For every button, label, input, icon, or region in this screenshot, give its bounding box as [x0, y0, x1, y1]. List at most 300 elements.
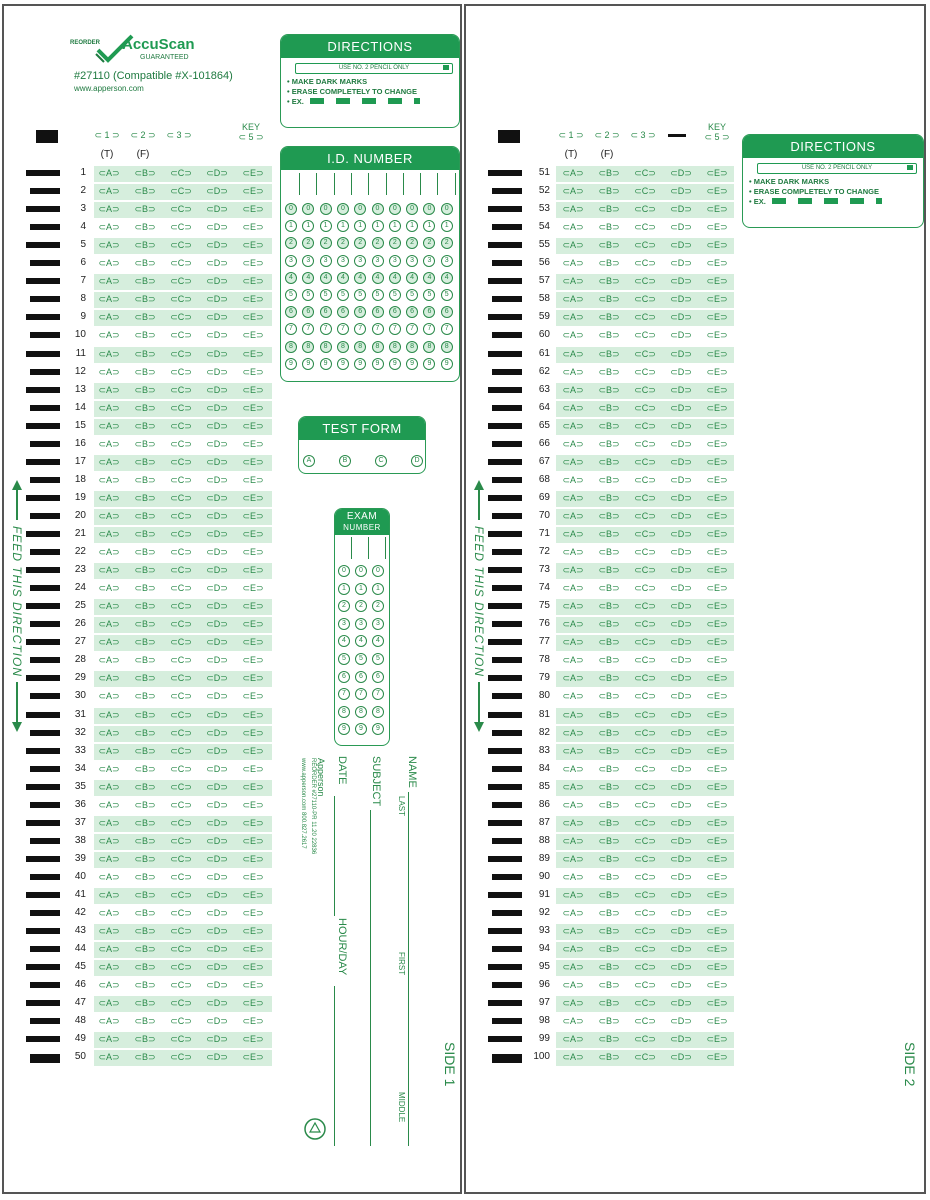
answer-bubble-b[interactable]: ⊂B⊃: [134, 926, 156, 937]
answer-bubble-e[interactable]: ⊂E⊃: [706, 168, 728, 178]
answer-bubble-d[interactable]: ⊂D⊃: [206, 781, 228, 792]
id-digit-bubble[interactable]: 3: [441, 255, 453, 267]
answer-bubble-a[interactable]: ⊂A⊃: [562, 727, 584, 738]
answer-bubble-d[interactable]: ⊂D⊃: [670, 456, 692, 467]
answer-bubble-b[interactable]: ⊂B⊃: [134, 294, 156, 305]
answer-bubble-c[interactable]: ⊂C⊃: [170, 835, 192, 846]
answer-bubble-c[interactable]: ⊂C⊃: [634, 601, 656, 612]
id-digit-bubble[interactable]: 8: [302, 341, 314, 353]
id-digit-bubble[interactable]: 0: [285, 203, 297, 215]
answer-bubble-d[interactable]: ⊂D⊃: [670, 529, 692, 539]
answer-bubble-b[interactable]: ⊂B⊃: [598, 222, 620, 233]
answer-bubble-d[interactable]: ⊂D⊃: [206, 240, 228, 251]
answer-bubble-c[interactable]: ⊂C⊃: [170, 926, 192, 937]
answer-bubble-d[interactable]: ⊂D⊃: [206, 276, 228, 287]
id-digit-bubble[interactable]: 2: [302, 237, 314, 249]
answer-bubble-e[interactable]: ⊂E⊃: [706, 547, 728, 558]
answer-bubble-c[interactable]: ⊂C⊃: [170, 1052, 192, 1063]
answer-bubble-b[interactable]: ⊂B⊃: [598, 474, 620, 485]
answer-bubble-a[interactable]: ⊂A⊃: [562, 944, 584, 955]
answer-bubble-a[interactable]: ⊂A⊃: [562, 312, 584, 323]
answer-bubble-a[interactable]: ⊂A⊃: [98, 529, 120, 539]
answer-bubble-a[interactable]: ⊂A⊃: [562, 258, 584, 269]
answer-bubble-d[interactable]: ⊂D⊃: [206, 186, 228, 197]
answer-bubble-b[interactable]: ⊂B⊃: [134, 420, 156, 431]
answer-bubble-d[interactable]: ⊂D⊃: [670, 222, 692, 233]
answer-bubble-d[interactable]: ⊂D⊃: [670, 384, 692, 395]
answer-bubble-b[interactable]: ⊂B⊃: [598, 691, 620, 702]
answer-bubble-d[interactable]: ⊂D⊃: [206, 565, 228, 576]
answer-bubble-e[interactable]: ⊂E⊃: [242, 330, 264, 341]
answer-bubble-a[interactable]: ⊂A⊃: [562, 637, 584, 648]
answer-bubble-b[interactable]: ⊂B⊃: [598, 168, 620, 178]
answer-bubble-d[interactable]: ⊂D⊃: [670, 348, 692, 359]
answer-bubble-b[interactable]: ⊂B⊃: [134, 781, 156, 792]
id-digit-bubble[interactable]: 9: [423, 358, 435, 370]
answer-bubble-d[interactable]: ⊂D⊃: [206, 438, 228, 449]
id-digit-bubble[interactable]: 2: [285, 237, 297, 249]
answer-bubble-c[interactable]: ⊂C⊃: [634, 781, 656, 792]
answer-bubble-e[interactable]: ⊂E⊃: [706, 474, 728, 485]
id-digit-bubble[interactable]: 6: [302, 306, 314, 318]
answer-bubble-a[interactable]: ⊂A⊃: [98, 727, 120, 738]
answer-bubble-e[interactable]: ⊂E⊃: [242, 781, 264, 792]
answer-bubble-e[interactable]: ⊂E⊃: [242, 474, 264, 485]
answer-bubble-d[interactable]: ⊂D⊃: [206, 168, 228, 178]
answer-bubble-d[interactable]: ⊂D⊃: [670, 474, 692, 485]
answer-bubble-a[interactable]: ⊂A⊃: [562, 1016, 584, 1027]
answer-bubble-a[interactable]: ⊂A⊃: [562, 330, 584, 341]
id-digit-bubble[interactable]: 0: [354, 203, 366, 215]
exam-digit-bubble[interactable]: 7: [355, 688, 367, 700]
answer-bubble-a[interactable]: ⊂A⊃: [562, 240, 584, 251]
id-digit-bubble[interactable]: 7: [441, 323, 453, 335]
id-digit-bubble[interactable]: 9: [389, 358, 401, 370]
answer-bubble-e[interactable]: ⊂E⊃: [706, 1016, 728, 1027]
answer-bubble-e[interactable]: ⊂E⊃: [706, 619, 728, 630]
id-digit-bubble[interactable]: 3: [337, 255, 349, 267]
answer-bubble-c[interactable]: ⊂C⊃: [170, 890, 192, 900]
answer-bubble-e[interactable]: ⊂E⊃: [706, 871, 728, 882]
answer-bubble-d[interactable]: ⊂D⊃: [206, 871, 228, 882]
id-digit-bubble[interactable]: 1: [320, 220, 332, 232]
answer-bubble-a[interactable]: ⊂A⊃: [98, 456, 120, 467]
answer-bubble-b[interactable]: ⊂B⊃: [598, 637, 620, 648]
answer-bubble-a[interactable]: ⊂A⊃: [562, 510, 584, 521]
answer-bubble-e[interactable]: ⊂E⊃: [242, 294, 264, 305]
answer-bubble-e[interactable]: ⊂E⊃: [242, 222, 264, 233]
answer-bubble-b[interactable]: ⊂B⊃: [134, 330, 156, 341]
answer-bubble-a[interactable]: ⊂A⊃: [562, 420, 584, 431]
answer-bubble-b[interactable]: ⊂B⊃: [134, 691, 156, 702]
answer-bubble-e[interactable]: ⊂E⊃: [706, 456, 728, 467]
answer-bubble-a[interactable]: ⊂A⊃: [98, 510, 120, 521]
answer-bubble-a[interactable]: ⊂A⊃: [562, 402, 584, 413]
answer-bubble-c[interactable]: ⊂C⊃: [170, 438, 192, 449]
answer-bubble-e[interactable]: ⊂E⊃: [706, 384, 728, 395]
exam-digit-bubble[interactable]: 9: [338, 723, 350, 735]
answer-bubble-b[interactable]: ⊂B⊃: [134, 944, 156, 955]
id-digit-bubble[interactable]: 5: [285, 289, 297, 301]
answer-bubble-e[interactable]: ⊂E⊃: [242, 529, 264, 539]
id-digit-bubble[interactable]: 8: [441, 341, 453, 353]
answer-bubble-d[interactable]: ⊂D⊃: [670, 655, 692, 666]
id-digit-bubble[interactable]: 6: [354, 306, 366, 318]
answer-bubble-b[interactable]: ⊂B⊃: [134, 890, 156, 900]
answer-bubble-c[interactable]: ⊂C⊃: [634, 438, 656, 449]
answer-bubble-e[interactable]: ⊂E⊃: [242, 926, 264, 937]
answer-bubble-c[interactable]: ⊂C⊃: [170, 962, 192, 973]
answer-bubble-a[interactable]: ⊂A⊃: [98, 276, 120, 287]
id-digit-bubble[interactable]: 0: [406, 203, 418, 215]
answer-bubble-b[interactable]: ⊂B⊃: [134, 186, 156, 197]
answer-bubble-a[interactable]: ⊂A⊃: [98, 908, 120, 919]
answer-bubble-c[interactable]: ⊂C⊃: [170, 366, 192, 377]
id-digit-bubble[interactable]: 8: [372, 341, 384, 353]
answer-bubble-e[interactable]: ⊂E⊃: [706, 510, 728, 521]
answer-bubble-b[interactable]: ⊂B⊃: [134, 1034, 156, 1045]
answer-bubble-d[interactable]: ⊂D⊃: [206, 402, 228, 413]
answer-bubble-b[interactable]: ⊂B⊃: [134, 980, 156, 991]
answer-bubble-b[interactable]: ⊂B⊃: [598, 817, 620, 828]
answer-bubble-b[interactable]: ⊂B⊃: [134, 222, 156, 233]
answer-bubble-a[interactable]: ⊂A⊃: [98, 691, 120, 702]
id-digit-bubble[interactable]: 1: [406, 220, 418, 232]
answer-bubble-c[interactable]: ⊂C⊃: [634, 186, 656, 197]
answer-bubble-a[interactable]: ⊂A⊃: [562, 384, 584, 395]
exam-digit-bubble[interactable]: 2: [355, 600, 367, 612]
answer-bubble-b[interactable]: ⊂B⊃: [598, 727, 620, 738]
answer-bubble-e[interactable]: ⊂E⊃: [706, 655, 728, 666]
answer-bubble-b[interactable]: ⊂B⊃: [134, 204, 156, 215]
answer-bubble-e[interactable]: ⊂E⊃: [242, 655, 264, 666]
answer-bubble-e[interactable]: ⊂E⊃: [242, 908, 264, 919]
id-digit-bubble[interactable]: 5: [354, 289, 366, 301]
id-digit-bubble[interactable]: 6: [441, 306, 453, 318]
exam-digit-bubble[interactable]: 2: [338, 600, 350, 612]
answer-bubble-d[interactable]: ⊂D⊃: [670, 510, 692, 521]
answer-bubble-d[interactable]: ⊂D⊃: [206, 1034, 228, 1045]
answer-bubble-e[interactable]: ⊂E⊃: [242, 565, 264, 576]
answer-bubble-c[interactable]: ⊂C⊃: [170, 186, 192, 197]
answer-bubble-a[interactable]: ⊂A⊃: [562, 1052, 584, 1063]
answer-bubble-b[interactable]: ⊂B⊃: [134, 1052, 156, 1063]
answer-bubble-c[interactable]: ⊂C⊃: [170, 745, 192, 756]
answer-bubble-c[interactable]: ⊂C⊃: [634, 348, 656, 359]
answer-bubble-c[interactable]: ⊂C⊃: [170, 853, 192, 864]
answer-bubble-e[interactable]: ⊂E⊃: [706, 258, 728, 269]
id-digit-bubble[interactable]: 1: [441, 220, 453, 232]
answer-bubble-b[interactable]: ⊂B⊃: [134, 240, 156, 251]
answer-bubble-a[interactable]: ⊂A⊃: [98, 998, 120, 1009]
answer-bubble-d[interactable]: ⊂D⊃: [670, 817, 692, 828]
answer-bubble-a[interactable]: ⊂A⊃: [562, 890, 584, 900]
id-digit-bubble[interactable]: 1: [285, 220, 297, 232]
answer-bubble-d[interactable]: ⊂D⊃: [206, 745, 228, 756]
answer-bubble-a[interactable]: ⊂A⊃: [562, 438, 584, 449]
answer-bubble-d[interactable]: ⊂D⊃: [670, 926, 692, 937]
answer-bubble-d[interactable]: ⊂D⊃: [206, 835, 228, 846]
answer-bubble-c[interactable]: ⊂C⊃: [170, 799, 192, 810]
answer-bubble-c[interactable]: ⊂C⊃: [170, 944, 192, 955]
answer-bubble-d[interactable]: ⊂D⊃: [206, 944, 228, 955]
answer-bubble-e[interactable]: ⊂E⊃: [706, 962, 728, 973]
id-digit-bubble[interactable]: 3: [423, 255, 435, 267]
id-digit-bubble[interactable]: 4: [285, 272, 297, 284]
answer-bubble-c[interactable]: ⊂C⊃: [634, 709, 656, 720]
answer-bubble-c[interactable]: ⊂C⊃: [634, 204, 656, 215]
answer-bubble-b[interactable]: ⊂B⊃: [598, 962, 620, 973]
answer-bubble-d[interactable]: ⊂D⊃: [670, 276, 692, 287]
answer-bubble-e[interactable]: ⊂E⊃: [242, 258, 264, 269]
id-digit-bubble[interactable]: 2: [337, 237, 349, 249]
id-digit-bubble[interactable]: 4: [441, 272, 453, 284]
answer-bubble-d[interactable]: ⊂D⊃: [670, 853, 692, 864]
answer-bubble-e[interactable]: ⊂E⊃: [242, 240, 264, 251]
answer-bubble-b[interactable]: ⊂B⊃: [134, 799, 156, 810]
answer-bubble-a[interactable]: ⊂A⊃: [562, 763, 584, 774]
answer-bubble-b[interactable]: ⊂B⊃: [134, 565, 156, 576]
answer-bubble-e[interactable]: ⊂E⊃: [242, 944, 264, 955]
answer-bubble-c[interactable]: ⊂C⊃: [634, 908, 656, 919]
answer-bubble-a[interactable]: ⊂A⊃: [562, 835, 584, 846]
answer-bubble-e[interactable]: ⊂E⊃: [706, 565, 728, 576]
answer-bubble-b[interactable]: ⊂B⊃: [598, 312, 620, 323]
answer-bubble-b[interactable]: ⊂B⊃: [134, 655, 156, 666]
answer-bubble-d[interactable]: ⊂D⊃: [670, 186, 692, 197]
answer-bubble-b[interactable]: ⊂B⊃: [598, 294, 620, 305]
answer-bubble-d[interactable]: ⊂D⊃: [670, 709, 692, 720]
exam-digit-bubble[interactable]: 5: [355, 653, 367, 665]
test-form-bubble-c[interactable]: C: [375, 455, 387, 467]
answer-bubble-d[interactable]: ⊂D⊃: [670, 438, 692, 449]
answer-bubble-d[interactable]: ⊂D⊃: [670, 890, 692, 900]
answer-bubble-d[interactable]: ⊂D⊃: [670, 1034, 692, 1045]
answer-bubble-c[interactable]: ⊂C⊃: [634, 456, 656, 467]
answer-bubble-a[interactable]: ⊂A⊃: [98, 980, 120, 991]
exam-digit-bubble[interactable]: 1: [372, 583, 384, 595]
answer-bubble-b[interactable]: ⊂B⊃: [598, 835, 620, 846]
answer-bubble-a[interactable]: ⊂A⊃: [562, 168, 584, 178]
test-form-bubble-a[interactable]: A: [303, 455, 315, 467]
answer-bubble-a[interactable]: ⊂A⊃: [98, 492, 120, 503]
answer-bubble-a[interactable]: ⊂A⊃: [562, 799, 584, 810]
answer-bubble-a[interactable]: ⊂A⊃: [562, 709, 584, 720]
id-digit-bubble[interactable]: 3: [389, 255, 401, 267]
answer-bubble-c[interactable]: ⊂C⊃: [634, 492, 656, 503]
id-digit-bubble[interactable]: 7: [302, 323, 314, 335]
answer-bubble-e[interactable]: ⊂E⊃: [706, 276, 728, 287]
answer-bubble-c[interactable]: ⊂C⊃: [170, 474, 192, 485]
answer-bubble-a[interactable]: ⊂A⊃: [98, 402, 120, 413]
answer-bubble-c[interactable]: ⊂C⊃: [634, 637, 656, 648]
answer-bubble-b[interactable]: ⊂B⊃: [598, 745, 620, 756]
answer-bubble-b[interactable]: ⊂B⊃: [598, 619, 620, 630]
answer-bubble-a[interactable]: ⊂A⊃: [98, 565, 120, 576]
exam-digit-bubble[interactable]: 8: [338, 706, 350, 718]
answer-bubble-e[interactable]: ⊂E⊃: [706, 691, 728, 702]
answer-bubble-b[interactable]: ⊂B⊃: [598, 492, 620, 503]
id-digit-bubble[interactable]: 5: [441, 289, 453, 301]
answer-bubble-e[interactable]: ⊂E⊃: [242, 890, 264, 900]
answer-bubble-e[interactable]: ⊂E⊃: [706, 348, 728, 359]
answer-bubble-c[interactable]: ⊂C⊃: [170, 222, 192, 233]
answer-bubble-a[interactable]: ⊂A⊃: [562, 204, 584, 215]
answer-bubble-b[interactable]: ⊂B⊃: [134, 835, 156, 846]
answer-bubble-c[interactable]: ⊂C⊃: [170, 258, 192, 269]
id-digit-bubble[interactable]: 9: [406, 358, 418, 370]
answer-bubble-d[interactable]: ⊂D⊃: [206, 601, 228, 612]
id-digit-bubble[interactable]: 4: [354, 272, 366, 284]
answer-bubble-e[interactable]: ⊂E⊃: [242, 998, 264, 1009]
answer-bubble-b[interactable]: ⊂B⊃: [134, 673, 156, 684]
id-digit-bubble[interactable]: 1: [389, 220, 401, 232]
answer-bubble-e[interactable]: ⊂E⊃: [242, 709, 264, 720]
id-digit-bubble[interactable]: 5: [389, 289, 401, 301]
answer-bubble-b[interactable]: ⊂B⊃: [598, 420, 620, 431]
answer-bubble-b[interactable]: ⊂B⊃: [598, 1034, 620, 1045]
answer-bubble-a[interactable]: ⊂A⊃: [562, 294, 584, 305]
answer-bubble-c[interactable]: ⊂C⊃: [634, 871, 656, 882]
answer-bubble-a[interactable]: ⊂A⊃: [98, 655, 120, 666]
answer-bubble-a[interactable]: ⊂A⊃: [98, 222, 120, 233]
answer-bubble-b[interactable]: ⊂B⊃: [134, 348, 156, 359]
id-digit-bubble[interactable]: 8: [320, 341, 332, 353]
answer-bubble-b[interactable]: ⊂B⊃: [598, 655, 620, 666]
answer-bubble-a[interactable]: ⊂A⊃: [98, 438, 120, 449]
answer-bubble-a[interactable]: ⊂A⊃: [98, 186, 120, 197]
answer-bubble-c[interactable]: ⊂C⊃: [634, 276, 656, 287]
answer-bubble-c[interactable]: ⊂C⊃: [170, 330, 192, 341]
answer-bubble-a[interactable]: ⊂A⊃: [562, 186, 584, 197]
answer-bubble-d[interactable]: ⊂D⊃: [206, 980, 228, 991]
id-digit-bubble[interactable]: 4: [372, 272, 384, 284]
answer-bubble-a[interactable]: ⊂A⊃: [98, 926, 120, 937]
answer-bubble-c[interactable]: ⊂C⊃: [634, 258, 656, 269]
answer-bubble-c[interactable]: ⊂C⊃: [170, 1016, 192, 1027]
answer-bubble-b[interactable]: ⊂B⊃: [134, 492, 156, 503]
answer-bubble-b[interactable]: ⊂B⊃: [598, 547, 620, 558]
answer-bubble-b[interactable]: ⊂B⊃: [134, 366, 156, 377]
answer-bubble-e[interactable]: ⊂E⊃: [242, 871, 264, 882]
answer-bubble-b[interactable]: ⊂B⊃: [598, 871, 620, 882]
id-digit-bubble[interactable]: 0: [337, 203, 349, 215]
exam-digit-bubble[interactable]: 7: [338, 688, 350, 700]
answer-bubble-b[interactable]: ⊂B⊃: [598, 709, 620, 720]
answer-bubble-d[interactable]: ⊂D⊃: [670, 998, 692, 1009]
id-digit-bubble[interactable]: 0: [320, 203, 332, 215]
answer-bubble-a[interactable]: ⊂A⊃: [562, 691, 584, 702]
answer-bubble-d[interactable]: ⊂D⊃: [206, 655, 228, 666]
answer-bubble-b[interactable]: ⊂B⊃: [134, 601, 156, 612]
answer-bubble-b[interactable]: ⊂B⊃: [134, 456, 156, 467]
answer-bubble-d[interactable]: ⊂D⊃: [206, 637, 228, 648]
answer-bubble-d[interactable]: ⊂D⊃: [206, 222, 228, 233]
answer-bubble-e[interactable]: ⊂E⊃: [242, 168, 264, 178]
answer-bubble-a[interactable]: ⊂A⊃: [98, 1034, 120, 1045]
id-digit-bubble[interactable]: 4: [406, 272, 418, 284]
answer-bubble-b[interactable]: ⊂B⊃: [134, 962, 156, 973]
answer-bubble-d[interactable]: ⊂D⊃: [206, 492, 228, 503]
answer-bubble-a[interactable]: ⊂A⊃: [98, 330, 120, 341]
answer-bubble-d[interactable]: ⊂D⊃: [670, 745, 692, 756]
answer-bubble-e[interactable]: ⊂E⊃: [706, 1052, 728, 1063]
answer-bubble-c[interactable]: ⊂C⊃: [634, 998, 656, 1009]
answer-bubble-d[interactable]: ⊂D⊃: [670, 944, 692, 955]
exam-digit-bubble[interactable]: 3: [372, 618, 384, 630]
answer-bubble-c[interactable]: ⊂C⊃: [634, 853, 656, 864]
exam-digit-bubble[interactable]: 1: [338, 583, 350, 595]
answer-bubble-d[interactable]: ⊂D⊃: [670, 402, 692, 413]
answer-bubble-b[interactable]: ⊂B⊃: [598, 583, 620, 594]
answer-bubble-e[interactable]: ⊂E⊃: [242, 817, 264, 828]
answer-bubble-e[interactable]: ⊂E⊃: [242, 420, 264, 431]
answer-bubble-c[interactable]: ⊂C⊃: [634, 980, 656, 991]
answer-bubble-a[interactable]: ⊂A⊃: [98, 1016, 120, 1027]
answer-bubble-c[interactable]: ⊂C⊃: [634, 727, 656, 738]
exam-digit-bubble[interactable]: 4: [372, 635, 384, 647]
id-digit-bubble[interactable]: 5: [406, 289, 418, 301]
id-digit-bubble[interactable]: 4: [320, 272, 332, 284]
id-digit-bubble[interactable]: 2: [389, 237, 401, 249]
id-digit-bubble[interactable]: 1: [423, 220, 435, 232]
id-digit-bubble[interactable]: 5: [302, 289, 314, 301]
answer-bubble-e[interactable]: ⊂E⊃: [706, 420, 728, 431]
answer-bubble-a[interactable]: ⊂A⊃: [98, 348, 120, 359]
answer-bubble-c[interactable]: ⊂C⊃: [170, 348, 192, 359]
id-digit-bubble[interactable]: 3: [302, 255, 314, 267]
answer-bubble-e[interactable]: ⊂E⊃: [242, 510, 264, 521]
answer-bubble-a[interactable]: ⊂A⊃: [562, 601, 584, 612]
id-digit-bubble[interactable]: 8: [337, 341, 349, 353]
answer-bubble-b[interactable]: ⊂B⊃: [598, 998, 620, 1009]
answer-bubble-b[interactable]: ⊂B⊃: [598, 1052, 620, 1063]
answer-bubble-a[interactable]: ⊂A⊃: [98, 835, 120, 846]
exam-digit-bubble[interactable]: 9: [355, 723, 367, 735]
answer-bubble-c[interactable]: ⊂C⊃: [634, 565, 656, 576]
exam-digit-bubble[interactable]: 5: [372, 653, 384, 665]
answer-bubble-d[interactable]: ⊂D⊃: [206, 998, 228, 1009]
answer-bubble-e[interactable]: ⊂E⊃: [706, 204, 728, 215]
id-digit-bubble[interactable]: 3: [285, 255, 297, 267]
answer-bubble-e[interactable]: ⊂E⊃: [706, 817, 728, 828]
answer-bubble-c[interactable]: ⊂C⊃: [170, 908, 192, 919]
answer-bubble-a[interactable]: ⊂A⊃: [562, 962, 584, 973]
answer-bubble-b[interactable]: ⊂B⊃: [134, 510, 156, 521]
answer-bubble-b[interactable]: ⊂B⊃: [134, 583, 156, 594]
answer-bubble-d[interactable]: ⊂D⊃: [670, 492, 692, 503]
exam-digit-bubble[interactable]: 9: [372, 723, 384, 735]
answer-bubble-a[interactable]: ⊂A⊃: [98, 474, 120, 485]
answer-bubble-a[interactable]: ⊂A⊃: [562, 1034, 584, 1045]
answer-bubble-e[interactable]: ⊂E⊃: [242, 619, 264, 630]
answer-bubble-a[interactable]: ⊂A⊃: [98, 781, 120, 792]
answer-bubble-e[interactable]: ⊂E⊃: [706, 438, 728, 449]
answer-bubble-e[interactable]: ⊂E⊃: [706, 222, 728, 233]
answer-bubble-a[interactable]: ⊂A⊃: [562, 908, 584, 919]
id-digit-bubble[interactable]: 7: [389, 323, 401, 335]
answer-bubble-c[interactable]: ⊂C⊃: [634, 655, 656, 666]
answer-bubble-e[interactable]: ⊂E⊃: [242, 763, 264, 774]
answer-bubble-a[interactable]: ⊂A⊃: [98, 709, 120, 720]
answer-bubble-a[interactable]: ⊂A⊃: [562, 547, 584, 558]
answer-bubble-b[interactable]: ⊂B⊃: [598, 601, 620, 612]
id-digit-bubble[interactable]: 5: [423, 289, 435, 301]
answer-bubble-b[interactable]: ⊂B⊃: [134, 853, 156, 864]
exam-digit-bubble[interactable]: 6: [355, 671, 367, 683]
answer-bubble-d[interactable]: ⊂D⊃: [206, 799, 228, 810]
id-digit-bubble[interactable]: 2: [423, 237, 435, 249]
